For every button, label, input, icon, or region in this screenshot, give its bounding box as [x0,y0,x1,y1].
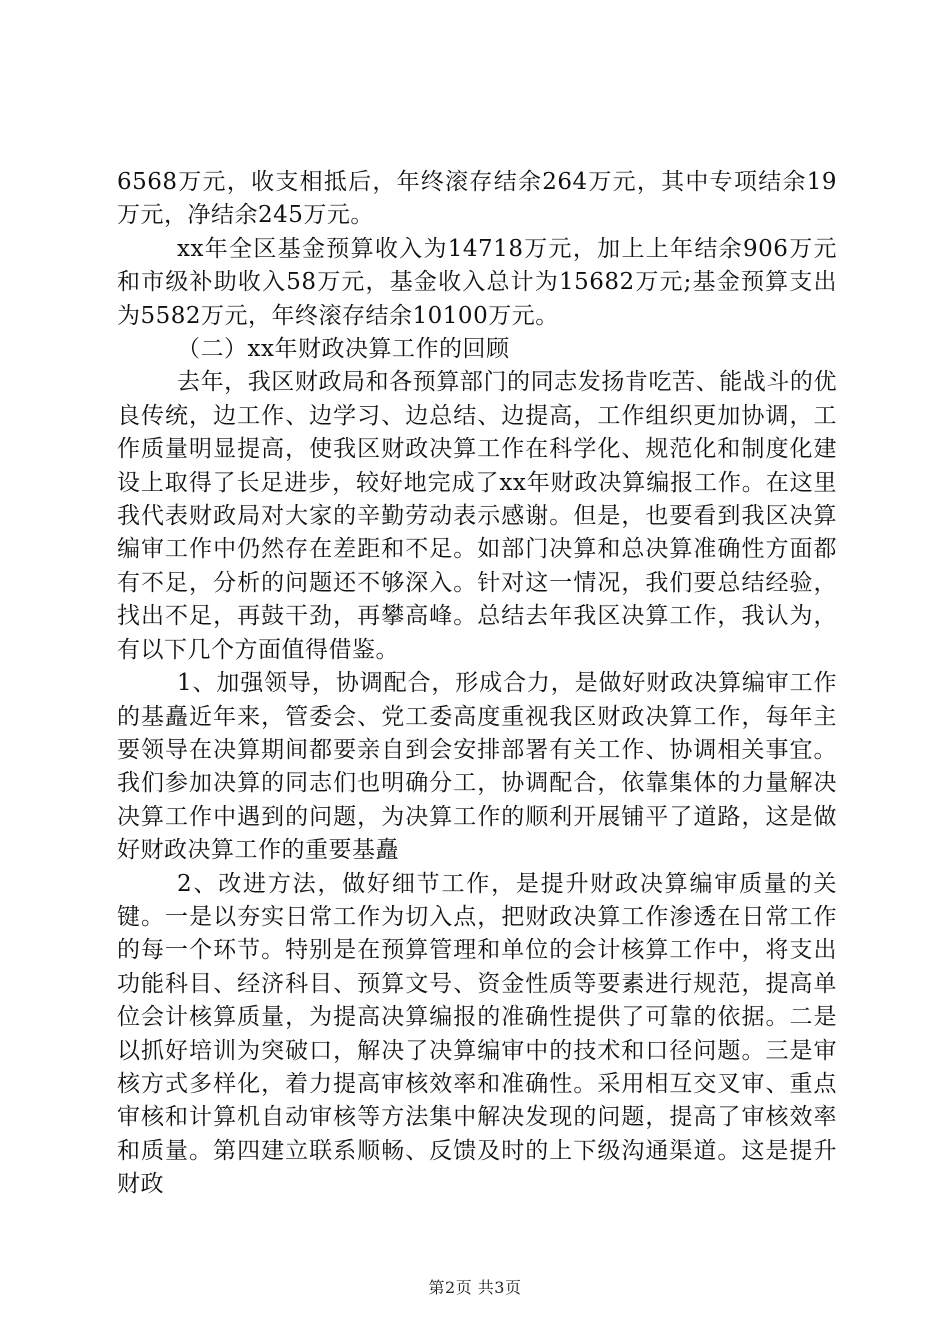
paragraph-fund-budget: xx年全区基金预算收入为14718万元，加上上年结余906万元和市级补助收入58万元，基金收入总计为15682万元;基金预算支出为5582万元，年终滚存结余10100万元。 [117,235,837,329]
section-heading: （二）xx年财政决算工作的回顾 [177,336,510,363]
page-footer: 第2页 共3页 [428,1278,522,1297]
paragraph-review: 去年，我区财政局和各预算部门的同志发扬肯吃苦、能战斗的优良传统，边工作、边学习、边总结、边提高，工作组织更加协调，工作质量明显提高，使我区财政决算工作在科学化、规范化和制度化建设上取得了长足进步，较好地完成了xx年财政决算编报工作。在这里我代表财政局对大家的辛勤劳动表示感谢。但是，也要看到我区决算编审工作中仍然存在差距和不足。如部门决算和总决算准确性方面都有不足，分析的问题还不够深入。针对这一情况，我们要总结经验，找出不足，再鼓干劲，再攀高峰。总结去年我区决算工作，我认为，有以下几个方面值得借鉴。 [117,369,837,663]
paragraph-budget-balance: 6568万元，收支相抵后，年终滚存结余264万元，其中专项结余19万元，净结余245万元。 [117,169,837,229]
paragraph-point-1: 1、加强领导，协调配合，形成合力，是做好财政决算编审工作的基矗近年来，管委会、党工委高度重视我区财政决算工作，每年主要领导在决算期间都要亲自到会安排部署有关工作、协调相关事宜。我们参加决算的同志们也明确分工，协调配合，依靠集体的力量解决决算工作中遇到的问题，为决算工作的顺利开展铺平了道路，这是做好财政决算工作的重要基矗 [117,670,837,864]
document-body [117,166,837,1202]
paragraph-point-2: 2、改进方法，做好细节工作，是提升财政决算编审质量的关键。一是以夯实日常工作为切入点，把财政决算工作渗透在日常工作的每一个环节。特别是在预算管理和单位的会计核算工作中，将支出功能科目、经济科目、预算文号、资金性质等要素进行规范，提高单位会计核算质量，为提高决算编报的准确性提供了可靠的依据。二是以抓好培训为突破口，解决了决算编审中的技术和口径问题。三是审核方式多样化，着力提高审核效率和准确性。采用相互交叉审、重点审核和计算机自动审核等方法集中解决发现的问题，提高了审核效率和质量。第四建立联系顺畅、反馈及时的上下级沟通渠道。这是提升财政 [117,870,837,1198]
